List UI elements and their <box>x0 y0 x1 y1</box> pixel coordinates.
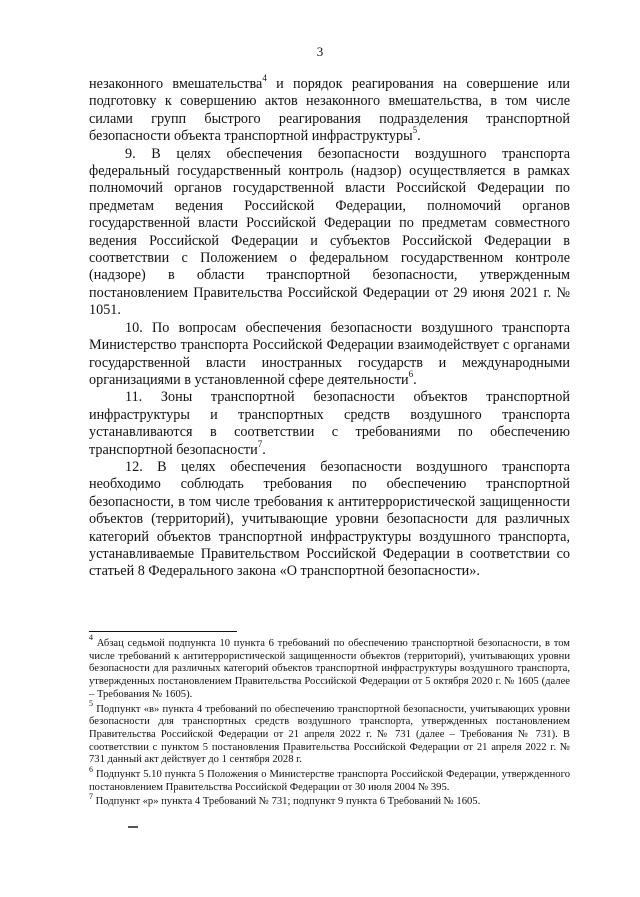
paragraph <box>89 459 570 581</box>
footnote-ref: 7 <box>257 438 263 449</box>
footnote-text: Подпункт 5.10 пункта 5 Положения о Министерстве транспорта Российской Федерации, утвержденного постановлением Правительства Российской Федерации от 30 июля 2004 № 395. <box>89 769 570 793</box>
paragraph-text: незаконного вмешательства <box>89 76 263 92</box>
paragraph-text: и порядок реагирования на совершение или подготовку к совершению актов незаконного вмешательства, в том числе силами групп быстрого реагирования подразделения транспортной безопасности объекта транспортной инфраструктуры <box>89 76 571 145</box>
paragraph-text: 11. Зоны транспортной безопасности объектов транспортной инфраструктуры и транспортных средств воздушного транспорта устанавливаются в соответствии с требованиями по обеспечению транспортной безопасности <box>89 389 570 458</box>
page-number: 3 <box>316 44 324 59</box>
paragraph <box>89 146 570 320</box>
paragraph-text: 10. По вопросам обеспечения безопасности воздушного транспорта Министерство транспорта Российской Федерации взаимодействует с органами государственной власти иностранных государств и международными организациями в установленной сфере деятельности <box>89 319 570 388</box>
footnote-text: Абзац седьмой подпункта 10 пункта 6 требований по обеспечению транспортной безопасности, в том числе требований к антитеррористической защищенности объектов (территорий), учитывающих уровни безопасности для различных категорий объектов транспортной инфраструктуры воздушного транспорта, утвержденных постановлением Правительства Российской Федерации от 5 октября 2020 г. № 1605 (далее – Требования № 1605). <box>89 638 570 700</box>
paragraph-text: . <box>413 371 417 388</box>
paragraph-text: . <box>262 441 266 458</box>
footnote-ref: 6 <box>408 369 414 380</box>
paragraph <box>89 389 570 459</box>
footnote-ref: 4 <box>262 73 267 84</box>
footnote-separator <box>89 631 237 632</box>
footnote-ref: 5 <box>412 125 418 136</box>
footnote-text: Подпункт «р» пункта 4 Требований № 731; подпункт 9 пункта 6 Требований № 1605. <box>93 796 481 808</box>
footnotes <box>89 633 570 811</box>
footnote-number: 4 <box>89 633 93 643</box>
scan-mark <box>128 826 138 828</box>
paragraph-text: 12. В целях обеспечения безопасности воздушного транспорта необходимо соблюдать требования по обеспечению транспортной безопасности, в том числе требования к антитеррористической защищенности объектов (территорий), учитывающие уровни безопасности для различных категорий объектов транспортной инфраструктуры воздушного транспорта, устанавливаемые Правительством Российской Федерации в соответствии со статьей 8 Федерального закона «О транспортной безопасности». <box>89 458 570 580</box>
footnote <box>89 764 570 794</box>
footnote-text: Подпункт «в» пункта 4 требований по обеспечению транспортной безопасности, учитывающих уровни безопасности для транспортных средств воздушного транспорта, утвержденных постановлением Правительства Российской Федерации от 21 апреля 2022 г. № 731 (далее – Требования № 731). В соответствии с пунктом 5 постановления Правительства Российской Федерации от 21 апреля 2022 г. № 731 данный акт действует до 1 сентября 2028 г. <box>89 703 570 766</box>
footnote-number: 5 <box>89 698 93 708</box>
footnote <box>89 633 570 702</box>
footnote <box>89 791 570 809</box>
paragraph <box>89 320 570 390</box>
footnote-number: 7 <box>89 791 93 801</box>
footnote-number: 6 <box>89 764 93 774</box>
paragraph <box>89 73 571 146</box>
paragraph-text: . <box>417 128 421 145</box>
body-text <box>89 73 571 581</box>
paragraph-text: 9. В целях обеспечения безопасности воздушного транспорта федеральный государственный контроль (надзор) осуществляется в рамках полномочий органов государственной власти Российской Федерации по предметам ведения Российской Федерации, полномочий органов государственной власти Российской Федерации по предметам совместного ведения Российской Федерации и субъектов Российской Федерации в соответствии с Положением о федеральном государственном контроле (надзоре) в области транспортной безопасности, утвержденным постановлением Правительства Российской Федерации от 29 июня 2021 г. № 1051. <box>89 145 570 319</box>
footnote <box>89 698 570 768</box>
